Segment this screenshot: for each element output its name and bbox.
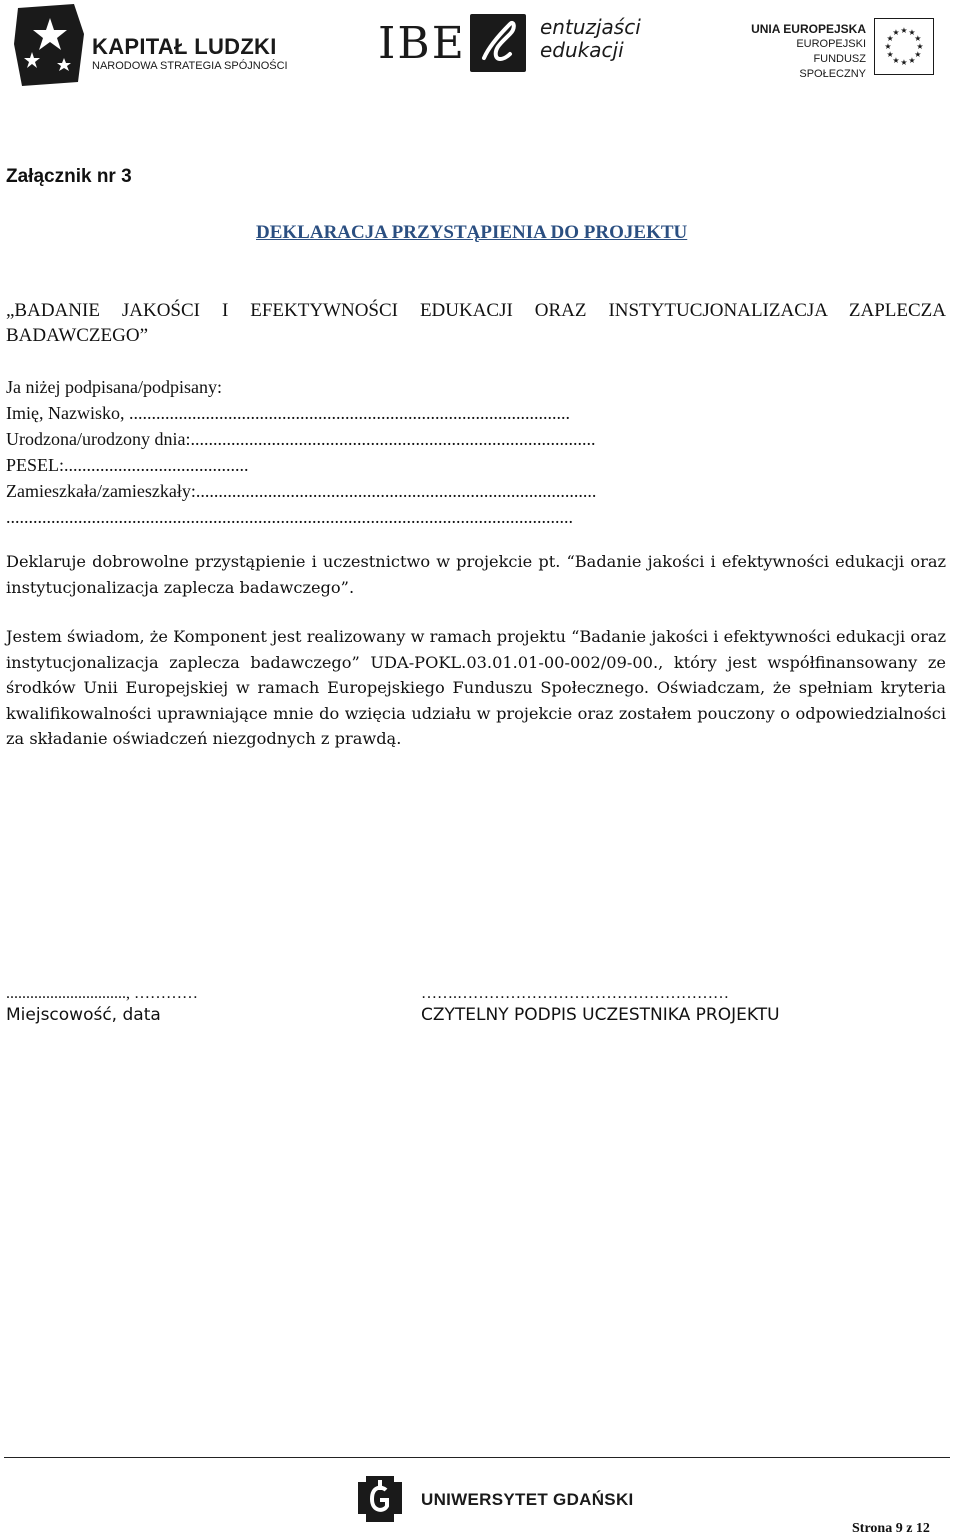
place-date-line: .............................., …………: [6, 985, 198, 1002]
field-name: Imię, Nazwisko, ..................................................................................................: [6, 403, 570, 423]
footer-divider: [4, 1457, 950, 1458]
signature-line: …….……………………………………………: [421, 985, 729, 1002]
eu-star-icon: ★: [886, 50, 894, 59]
eu-star-icon: ★: [892, 28, 900, 38]
statement-paragraph: Jestem świadom, że Komponent jest realizowany w ramach projektu “Badanie jakości i efektywności edukacji oraz instytucjonalizacja zaplecza badawczego” UDA-POKL.03.01.01-00-002/09-00., który jest współfinansowany ze środków Unii Europejskiej w ramach Europejskiego Funduszu Społecznego. Oświadczam, że spełniam kryteria kwalifikowalności uprawniające mnie do wzięcia udziału w projekcie oraz zostałem pouczony o odpowiedzialności za składanie oświadczeń niezgodnych z prawdą.: [6, 627, 946, 748]
eu-logo-text: [748, 22, 866, 82]
field-pesel: PESEL:.........................................: [6, 455, 249, 475]
field-intro: Ja niżej podpisana/podpisany:: [6, 377, 222, 397]
eu-star-icon: ★: [900, 26, 908, 35]
eu-star-icon: ★: [916, 42, 924, 51]
ibe-logo: IBE: [378, 18, 466, 69]
kapital-ludzki-title: KAPITAŁ LUDZKI: [92, 34, 277, 59]
eu-star-icon: ★: [908, 55, 916, 65]
eu-star-icon: ★: [908, 28, 916, 38]
place-date-label: Miejscowość, data: [6, 1005, 161, 1025]
eu-line1: UNIA EUROPEJSKA: [751, 22, 866, 36]
eu-star-icon: ★: [884, 42, 892, 51]
university-emblem-icon: [352, 1474, 408, 1524]
annex-label: Załącznik nr 3: [6, 166, 132, 187]
field-address-cont: ..............................................................................................................................: [6, 507, 573, 527]
ee-line1: entuzjaści: [540, 15, 641, 39]
eu-star-icon: ★: [900, 58, 908, 67]
ee-line2: edukacji: [540, 38, 624, 62]
signature-label: CZYTELNY PODPIS UCZESTNIKA PROJEKTU: [421, 1005, 780, 1025]
project-title: „BADANIE JAKOŚCI I EFEKTYWNOŚCI EDUKACJI ORAZ INSTYTUCJONALIZACJA ZAPLECZA BADAWCZEGO”: [6, 300, 946, 346]
entuzjasci-edukacji-emblem-icon: [470, 14, 526, 72]
entuzjasci-edukacji-logo: [540, 16, 641, 62]
field-birth-date: Urodzona/urodzony dnia:..........................................................................................: [6, 429, 596, 449]
kapital-ludzki-emblem-icon: [14, 4, 86, 86]
eu-star-icon: ★: [914, 50, 922, 59]
university-name: UNIWERSYTET GDAŃSKI: [421, 1490, 634, 1509]
eu-flag-icon: [874, 18, 934, 75]
personal-data-fields: [6, 374, 946, 530]
declaration-paragraph: Deklaruje dobrowolne przystąpienie i uczestnictwo w projekcie pt. “Badanie jakości i efektywności edukacji oraz instytucjonalizacja zaplecza badawczego”.: [6, 552, 946, 597]
page-number: Strona 9 z 12: [852, 1521, 930, 1536]
kapital-ludzki-logo: [14, 4, 288, 88]
eu-star-icon: ★: [914, 34, 922, 43]
kapital-ludzki-subtitle: NARODOWA STRATEGIA SPÓJNOŚCI: [92, 60, 288, 72]
field-address: Zamieszkała/zamieszkały:.........................................................................................: [6, 481, 597, 501]
eu-line3: FUNDUSZ SPOŁECZNY: [799, 53, 866, 80]
eu-line2: EUROPEJSKI: [796, 38, 866, 50]
eu-star-icon: ★: [892, 55, 900, 65]
declaration-title: DEKLARACJA PRZYSTĄPIENIA DO PROJEKTU: [256, 222, 688, 243]
eu-star-icon: ★: [886, 34, 894, 43]
